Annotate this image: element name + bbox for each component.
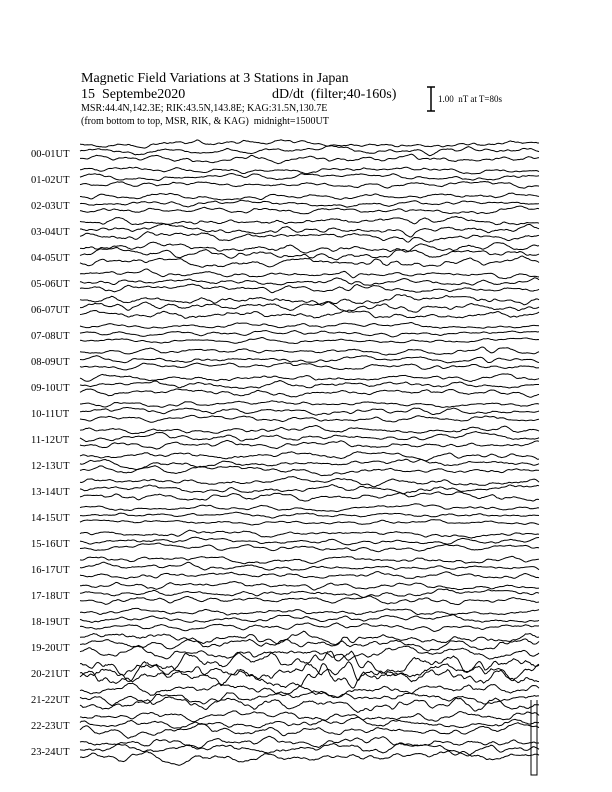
chart-title: Magnetic Field Variations at 3 Stations in Japan [81, 71, 349, 86]
trace-rik-07-08ut [80, 331, 539, 337]
trace-order-note: (from bottom to top, MSR, RIK, & KAG) midnight=1500UT [81, 116, 329, 127]
trace-msr-00-01ut [80, 154, 539, 164]
trace-rik-18-19ut [80, 615, 539, 623]
trace-msr-21-22ut [80, 697, 539, 712]
trace-msr-17-18ut [80, 596, 539, 605]
offscale-spike [531, 700, 537, 775]
hour-labels [31, 149, 70, 758]
hour-label: 10-11UT [31, 409, 70, 420]
hour-label: 11-12UT [31, 435, 70, 446]
scale-bar [427, 87, 435, 111]
trace-kag-14-15ut [80, 504, 539, 512]
trace-kag-07-08ut [80, 323, 539, 329]
hour-label: 22-23UT [31, 721, 70, 732]
hour-label: 01-02UT [31, 175, 70, 186]
trace-rik-11-12ut [80, 432, 539, 442]
trace-kag-20-21ut [80, 651, 539, 675]
trace-msr-05-06ut [80, 284, 539, 293]
traces [80, 140, 539, 775]
trace-msr-07-08ut [80, 337, 539, 343]
hour-label: 18-19UT [31, 617, 70, 628]
hour-label: 16-17UT [31, 565, 70, 576]
trace-msr-14-15ut [80, 520, 539, 525]
trace-kag-03-04ut [80, 217, 539, 225]
trace-msr-23-24ut [80, 751, 539, 765]
trace-kag-17-18ut [80, 582, 539, 591]
trace-kag-21-22ut [80, 683, 539, 697]
trace-rik-20-21ut [80, 662, 539, 682]
trace-rik-10-11ut [80, 407, 539, 415]
trace-msr-01-02ut [80, 182, 539, 189]
hour-label: 19-20UT [31, 643, 70, 654]
hour-label: 00-01UT [31, 149, 70, 160]
hour-label: 09-10UT [31, 383, 70, 394]
trace-rik-06-07ut [80, 302, 539, 313]
trace-kag-15-16ut [80, 530, 539, 538]
trace-kag-22-23ut [80, 711, 539, 722]
date-label: 15 Septembe2020 [81, 87, 186, 102]
trace-kag-16-17ut [80, 556, 539, 563]
hour-label: 04-05UT [31, 253, 70, 264]
trace-kag-09-10ut [80, 374, 539, 382]
hour-label: 08-09UT [31, 357, 70, 368]
trace-rik-05-06ut [80, 278, 539, 286]
hour-label: 06-07UT [31, 305, 70, 316]
trace-rik-00-01ut [80, 146, 539, 156]
trace-rik-22-23ut [80, 717, 539, 728]
trace-msr-09-10ut [80, 389, 539, 397]
trace-kag-18-19ut [80, 608, 539, 615]
trace-rik-21-22ut [80, 691, 539, 706]
trace-msr-12-13ut [80, 466, 539, 476]
trace-rik-12-13ut [80, 459, 539, 469]
trace-msr-15-16ut [80, 543, 539, 552]
trace-rik-08-09ut [80, 356, 539, 363]
trace-rik-15-16ut [80, 537, 539, 545]
hour-label: 21-22UT [31, 695, 70, 706]
trace-rik-02-03ut [80, 200, 539, 207]
hour-label: 13-14UT [31, 487, 70, 498]
trace-msr-11-12ut [80, 440, 539, 449]
trace-kag-05-06ut [80, 269, 539, 279]
trace-msr-20-21ut [80, 664, 539, 689]
trace-rik-13-14ut [80, 485, 539, 494]
trace-kag-11-12ut [80, 425, 539, 433]
trace-msr-13-14ut [80, 492, 539, 501]
hour-label: 05-06UT [31, 279, 70, 290]
trace-rik-01-02ut [80, 174, 539, 181]
scale-bar-label: 1.00 nT at T=80s [438, 94, 502, 104]
trace-kag-10-11ut [80, 401, 539, 408]
trace-msr-19-20ut [80, 645, 539, 660]
trace-kag-19-20ut [80, 631, 539, 645]
trace-kag-08-09ut [80, 347, 539, 355]
hour-label: 07-08UT [31, 331, 70, 342]
station-coordinates: MSR:44.4N,142.3E; RIK:43.5N,143.8E; KAG:31.5N,130.7E [81, 103, 328, 114]
hour-label: 02-03UT [31, 201, 70, 212]
trace-rik-17-18ut [80, 589, 539, 597]
trace-kag-02-03ut [80, 193, 539, 200]
trace-kag-01-02ut [80, 167, 539, 174]
trace-msr-02-03ut [80, 206, 539, 214]
trace-msr-18-19ut [80, 623, 539, 632]
hour-label: 14-15UT [31, 513, 70, 524]
trace-msr-06-07ut [80, 311, 539, 319]
trace-msr-08-09ut [80, 363, 539, 370]
trace-msr-03-04ut [80, 232, 539, 242]
trace-kag-12-13ut [80, 452, 539, 461]
hour-label: 20-21UT [31, 669, 70, 680]
trace-msr-10-11ut [80, 415, 539, 422]
hour-label: 15-16UT [31, 539, 70, 550]
trace-msr-16-17ut [80, 572, 539, 579]
filter-label: dD/dt (filter;40-160s) [272, 87, 397, 102]
trace-rik-14-15ut [80, 512, 539, 518]
trace-kag-23-24ut [80, 736, 539, 748]
hour-label: 03-04UT [31, 227, 70, 238]
hour-label: 17-18UT [31, 591, 70, 602]
hour-label: 12-13UT [31, 461, 70, 472]
hour-label: 23-24UT [31, 747, 70, 758]
